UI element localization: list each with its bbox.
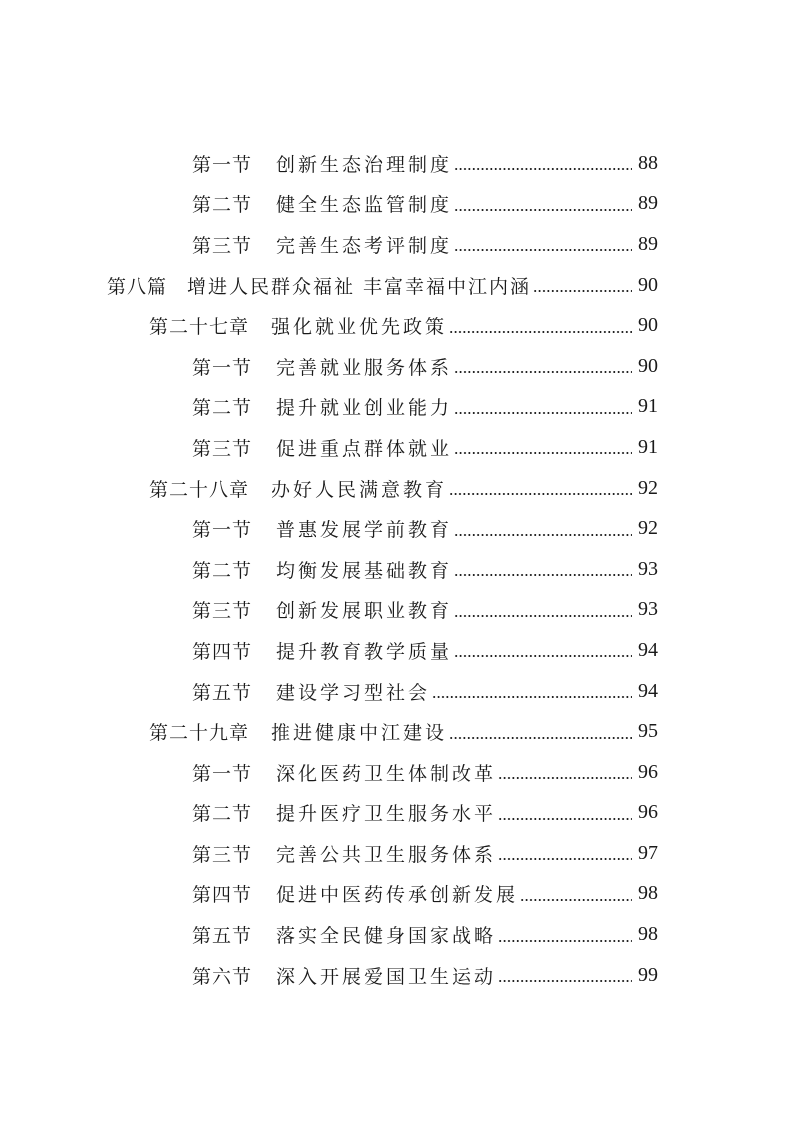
toc-entry-number: 第三节 xyxy=(192,843,253,866)
toc-page-number: 89 xyxy=(638,232,658,255)
toc-entry-title: 促进中医药传承创新发展 xyxy=(276,884,519,907)
toc-entry-number: 第四节 xyxy=(192,640,253,663)
toc-entry-number: 第二十九章 xyxy=(149,722,250,745)
toc-entry-number: 第一节 xyxy=(192,519,253,542)
toc-dot-leader xyxy=(454,452,632,454)
toc-section-entry[interactable] xyxy=(0,833,793,874)
toc-entry-title: 强化就业优先政策 xyxy=(271,316,448,339)
toc-page-number: 91 xyxy=(638,435,658,458)
toc-section-entry[interactable] xyxy=(0,508,793,549)
toc-page-number: 94 xyxy=(638,679,658,702)
toc-page-number: 97 xyxy=(638,841,658,864)
toc-entry-number: 第四节 xyxy=(192,884,253,907)
toc-entry-number: 第二十八章 xyxy=(149,478,250,501)
toc-section-entry[interactable] xyxy=(0,752,793,793)
toc-section-entry[interactable] xyxy=(0,590,793,631)
toc-entry-title: 办好人民满意教育 xyxy=(271,478,448,501)
toc-part-entry[interactable] xyxy=(0,265,793,306)
toc-entry-number: 第二节 xyxy=(192,559,253,582)
toc-entry-number: 第五节 xyxy=(192,681,253,704)
toc-section-entry[interactable] xyxy=(0,671,793,712)
toc-entry-number: 第二节 xyxy=(192,397,253,420)
toc-page-number: 94 xyxy=(638,638,658,661)
toc-section-entry[interactable] xyxy=(0,143,793,184)
toc-entry-number: 第五节 xyxy=(192,925,253,948)
toc-entry-title: 提升就业创业能力 xyxy=(276,397,453,420)
toc-entry-title: 深化医药卫生体制改革 xyxy=(276,762,497,785)
toc-dot-leader xyxy=(498,818,632,820)
toc-dot-leader xyxy=(449,331,632,333)
toc-entry-title: 均衡发展基础教育 xyxy=(276,559,453,582)
toc-entry-title: 深入开展爱国卫生运动 xyxy=(276,965,497,988)
toc-dot-leader xyxy=(520,899,632,901)
toc-entry-title: 落实全民健身国家战略 xyxy=(276,925,497,948)
toc-page-number: 88 xyxy=(638,151,658,174)
toc-entry-number: 第三节 xyxy=(192,437,253,460)
toc-page-number: 99 xyxy=(638,963,658,986)
toc-entry-title: 提升医疗卫生服务水平 xyxy=(276,803,497,826)
toc-page-number: 90 xyxy=(638,354,658,377)
toc-section-entry[interactable] xyxy=(0,346,793,387)
toc-page-number: 93 xyxy=(638,598,658,621)
toc-section-entry[interactable] xyxy=(0,184,793,225)
toc-page-number: 91 xyxy=(638,395,658,418)
toc-chapter-entry[interactable] xyxy=(0,305,793,346)
toc-dot-leader xyxy=(449,737,632,739)
toc-page-number: 96 xyxy=(638,760,658,783)
toc-dot-leader xyxy=(454,534,632,536)
toc-section-entry[interactable] xyxy=(0,914,793,955)
toc-dot-leader xyxy=(454,574,632,576)
toc-section-entry[interactable] xyxy=(0,955,793,996)
toc-entry-title: 完善生态考评制度 xyxy=(276,234,453,257)
toc-dot-leader xyxy=(454,615,632,617)
toc-dot-leader xyxy=(454,412,632,414)
toc-page-number: 98 xyxy=(638,923,658,946)
toc-entry-title: 建设学习型社会 xyxy=(276,681,431,704)
toc-page-number: 92 xyxy=(638,476,658,499)
toc-entry-number: 第一节 xyxy=(192,153,253,176)
toc-entry-title: 创新发展职业教育 xyxy=(276,600,453,623)
toc-section-entry[interactable] xyxy=(0,793,793,834)
toc-dot-leader xyxy=(454,209,632,211)
toc-entry-title: 普惠发展学前教育 xyxy=(276,519,453,542)
toc-entry-number: 第一节 xyxy=(192,762,253,785)
toc-chapter-entry[interactable] xyxy=(0,468,793,509)
toc-dot-leader xyxy=(454,371,632,373)
toc-entry-number: 第二节 xyxy=(192,803,253,826)
toc-dot-leader xyxy=(449,493,632,495)
toc-entry-title: 提升教育教学质量 xyxy=(276,640,453,663)
toc-dot-leader xyxy=(454,249,632,251)
toc-entry-number: 第六节 xyxy=(192,965,253,988)
toc-entry-title: 完善就业服务体系 xyxy=(276,356,453,379)
toc-entry-title: 增进人民群众福祉 丰富幸福中江内涵 xyxy=(187,275,532,298)
toc-entry-number: 第二十七章 xyxy=(149,316,250,339)
toc-dot-leader xyxy=(498,858,632,860)
toc-dot-leader xyxy=(533,290,632,292)
toc-dot-leader xyxy=(498,940,632,942)
toc-section-entry[interactable] xyxy=(0,224,793,265)
toc-page-number: 95 xyxy=(638,720,658,743)
toc-entry-number: 第三节 xyxy=(192,600,253,623)
toc-page-number: 98 xyxy=(638,882,658,905)
toc-page-number: 96 xyxy=(638,801,658,824)
toc-page-number: 93 xyxy=(638,557,658,580)
toc-section-entry[interactable] xyxy=(0,874,793,915)
toc-entry-number: 第一节 xyxy=(192,356,253,379)
toc-page-number: 89 xyxy=(638,192,658,215)
toc-chapter-entry[interactable] xyxy=(0,711,793,752)
toc-section-entry[interactable] xyxy=(0,387,793,428)
toc-section-entry[interactable] xyxy=(0,427,793,468)
toc-section-entry[interactable] xyxy=(0,630,793,671)
toc-entry-title: 促进重点群体就业 xyxy=(276,437,453,460)
toc-dot-leader xyxy=(498,980,632,982)
toc-page-number: 90 xyxy=(638,273,658,296)
toc-entry-title: 完善公共卫生服务体系 xyxy=(276,843,497,866)
toc-dot-leader xyxy=(498,777,632,779)
toc-section-entry[interactable] xyxy=(0,549,793,590)
toc-entry-title: 创新生态治理制度 xyxy=(276,153,453,176)
toc-dot-leader xyxy=(432,696,632,698)
toc-page-number: 90 xyxy=(638,314,658,337)
table-of-contents xyxy=(0,143,793,995)
toc-page-number: 92 xyxy=(638,517,658,540)
toc-dot-leader xyxy=(454,655,632,657)
toc-entry-number: 第八篇 xyxy=(107,275,168,298)
toc-entry-title: 健全生态监管制度 xyxy=(276,194,453,217)
toc-entry-title: 推进健康中江建设 xyxy=(271,722,448,745)
toc-entry-number: 第三节 xyxy=(192,234,253,257)
toc-entry-number: 第二节 xyxy=(192,194,253,217)
toc-dot-leader xyxy=(454,168,632,170)
